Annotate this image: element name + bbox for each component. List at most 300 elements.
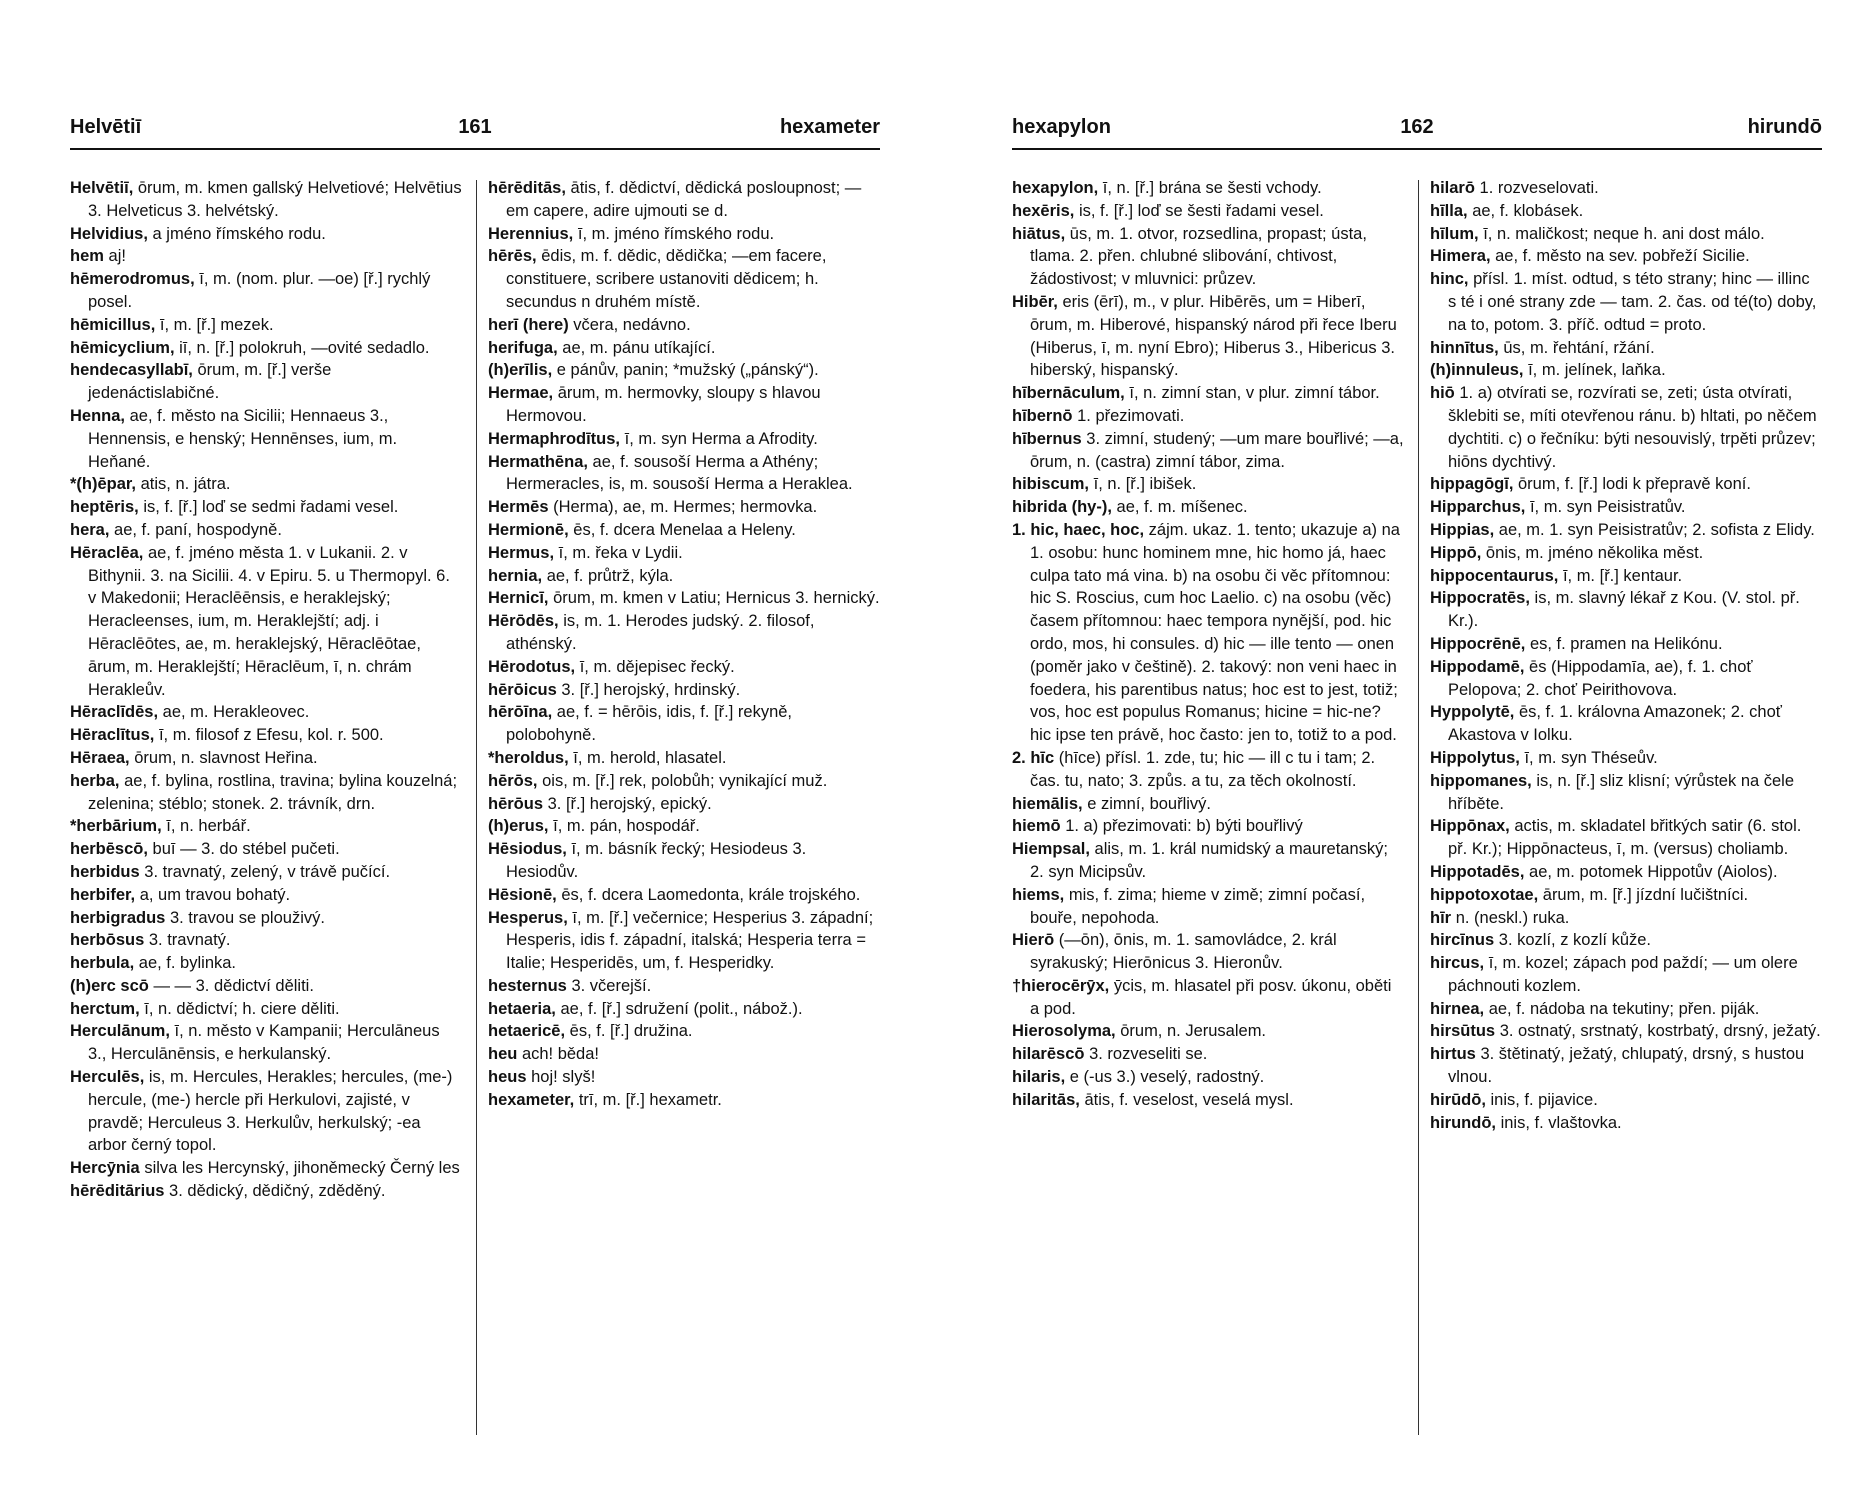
entry-headword: hircus,: [1430, 954, 1485, 973]
dictionary-entry: [488, 245, 880, 313]
dictionary-entry: [1430, 223, 1822, 246]
dictionary-entry: [1430, 587, 1822, 633]
entry-definition: ōnis, m. jméno několika měst.: [1485, 543, 1704, 562]
entry-headword: hera,: [70, 520, 110, 539]
dictionary-entry: [488, 359, 880, 382]
dictionary-entry: [1430, 861, 1822, 884]
entry-headword: Hippolytus,: [1430, 748, 1520, 767]
dictionary-entry: [70, 907, 462, 930]
entry-definition: ōrum, m. kmen v Latiu; Hernicus 3. hernický.: [553, 589, 880, 608]
dictionary-entry: [488, 542, 880, 565]
column-right: [488, 177, 880, 1112]
entry-definition: ī, m. syn Herma a Afrodity.: [624, 429, 818, 448]
dictionary-entry: [1012, 405, 1404, 428]
entry-headword: herbēscō,: [70, 840, 148, 859]
dictionary-entry: [488, 565, 880, 588]
entry-headword: heptēris,: [70, 498, 139, 517]
entry-definition: ēs, f. 1. královna Amazonek; 2. choť Akastova v Iolku.: [1448, 703, 1782, 745]
entry-definition: is, m. 1. Herodes judský. 2. filosof, athénský.: [506, 612, 815, 653]
entry-headword: herbula,: [70, 954, 135, 973]
dictionary-entry: [1430, 633, 1822, 656]
header-guideword-right: hexameter: [779, 116, 880, 138]
entry-headword: Hippō,: [1430, 543, 1482, 562]
entry-definition: ārum, m. [ř.] jízdní lučištníci.: [1542, 885, 1749, 904]
entry-headword: hinnītus,: [1430, 338, 1499, 357]
page-number: 161: [458, 116, 492, 138]
entry-definition: ī, m. filosof z Efesu, kol. r. 500.: [158, 726, 384, 745]
dictionary-entry: [1430, 519, 1822, 542]
entry-definition: ēdis, m. f. dědic, dědička; —em facere, constituere, scribere ustanoviti dědicem; h. secundus n druhém místě.: [506, 247, 827, 311]
dictionary-entry: [1430, 929, 1822, 952]
entry-headword: Hiempsal,: [1012, 840, 1090, 859]
entry-headword: hīlla,: [1430, 201, 1468, 220]
dictionary-entry: [70, 1020, 462, 1066]
dictionary-entry: [1430, 200, 1822, 223]
entry-headword: hippocentaurus,: [1430, 566, 1559, 585]
dictionary-entry: [488, 382, 880, 428]
dictionary-entry: [1012, 473, 1404, 496]
entry-definition: ae, f. sousoší Herma a Athény; Hermeracles, is, m. sousoší Herma a Heraklea.: [506, 452, 853, 494]
dictionary-entry: [70, 337, 462, 360]
entry-headword: Henna,: [70, 406, 126, 425]
entry-definition: 1. rozveselovati.: [1479, 179, 1599, 197]
entry-headword: Hippocratēs,: [1430, 589, 1530, 608]
dictionary-entry: [1430, 998, 1822, 1021]
entry-headword: Hierosolyma,: [1012, 1022, 1116, 1041]
dictionary-entry: [488, 998, 880, 1021]
entry-definition: ī, m. (nom. plur. —oe) [ř.] rychlý posel.: [88, 270, 431, 311]
entry-headword: hībernāculum,: [1012, 384, 1125, 403]
entry-headword: Hesperus,: [488, 908, 568, 927]
entry-headword: Hipparchus,: [1430, 498, 1526, 517]
dictionary-entry: [488, 223, 880, 246]
entry-definition: ī, m. jméno římského rodu.: [577, 224, 775, 243]
entry-headword: hirsūtus: [1430, 1022, 1496, 1041]
entry-definition: ae, f. bylina, rostlina, travina; bylina kouzelná; zelenina; stéblo; stonek. 2. trávník, drn.: [88, 771, 458, 813]
dictionary-entry: [1430, 359, 1822, 382]
entry-headword: Himera,: [1430, 247, 1491, 266]
dictionary-entry: [1012, 1089, 1404, 1112]
entry-definition: 3. štětinatý, ježatý, chlupatý, drsný, s hustou vlnou.: [1448, 1045, 1805, 1087]
entry-headword: hilaritās,: [1012, 1090, 1080, 1109]
entry-headword: heus: [488, 1068, 527, 1087]
entry-headword: hibiscum,: [1012, 475, 1090, 494]
entry-definition: ae, f. klobásek.: [1472, 201, 1584, 220]
dictionary-entry: [488, 747, 880, 770]
entry-headword: Hēsiodus,: [488, 840, 567, 859]
entry-definition: iī, n. [ř.] polokruh, —ovité sedadlo.: [179, 338, 430, 357]
entry-headword: Herculēs,: [70, 1068, 145, 1087]
entry-headword: hērōus: [488, 794, 544, 813]
dictionary-entry: [1430, 656, 1822, 702]
dictionary-entry: [1430, 884, 1822, 907]
dictionary-entry: [488, 1043, 880, 1066]
entry-definition: ī, n. město v Kampanii; Herculāneus 3., Herculānēnsis, e herkulanský.: [88, 1022, 440, 1064]
dictionary-entry: [488, 907, 880, 975]
entry-headword: hernia,: [488, 566, 543, 585]
entry-headword: Helvētiī,: [70, 179, 134, 197]
entry-definition: ī, m. pán, hospodář.: [553, 817, 700, 836]
entry-headword: hiō: [1430, 384, 1455, 403]
entry-definition: is, m. Hercules, Herakles; hercules, (me-) hercule, (me-) hercle při Herkulovi, zajisté, v pravdě; Herculeus 3. Herkulův, herkulský; -ea arbor černý topol.: [88, 1068, 453, 1155]
entry-definition: ōrum, n. slavnost Heřina.: [134, 748, 318, 767]
page-162: [1012, 112, 1822, 1452]
entry-definition: (—ōn), ōnis, m. 1. samovládce, 2. král syrakuský; Hierōnicus 3. Hieronův.: [1030, 931, 1337, 973]
entry-headword: Hercȳnia: [70, 1159, 140, 1178]
entry-headword: hippagōgī,: [1430, 475, 1514, 494]
entry-headword: Herculānum,: [70, 1022, 170, 1041]
entry-headword: hēmerodromus,: [70, 270, 195, 289]
entry-headword: hinc,: [1430, 270, 1469, 289]
dictionary-entry: [1430, 1043, 1822, 1089]
entry-headword: †hierocērȳx,: [1012, 976, 1110, 995]
column-divider: [476, 180, 477, 1435]
dictionary-entry: [488, 337, 880, 360]
dictionary-entry: [1012, 815, 1404, 838]
entry-headword: hilarēscō: [1012, 1045, 1085, 1064]
entry-definition: ī, m. [ř.] mezek.: [159, 315, 274, 334]
dictionary-entry: [1012, 428, 1404, 474]
entry-headword: Hermus,: [488, 543, 555, 562]
entry-definition: 3. travnatý, zelený, v trávě pučící.: [144, 862, 391, 881]
entry-definition: ī, m. syn Théseův.: [1524, 748, 1658, 767]
dictionary-entry: [70, 975, 462, 998]
dictionary-entry: [1012, 200, 1404, 223]
entry-headword: Hēraea,: [70, 748, 130, 767]
entry-definition: ēs, f. dcera Laomedonta, krále trojského.: [561, 885, 861, 904]
page-number: 162: [1400, 116, 1434, 138]
entry-definition: přísl. 1. míst. odtud, s této strany; hinc — illinc s té i oné strany zde — tam. 2. čas. od té(to) doby, na to, potom. 3. příč. odtud = proto.: [1448, 270, 1817, 334]
dictionary-entry: [1430, 473, 1822, 496]
dictionary-entry: [488, 815, 880, 838]
entry-definition: ī, m. [ř.] večernice; Hesperius 3. západní; Hesperis, idis f. západní, italská; Hesperia terra = Italie; Hesperidēs, um, f. Hesperidky.: [506, 908, 874, 973]
column-left: [1012, 177, 1404, 1112]
entry-definition: ae, f. město na sev. pobřeží Sicilie.: [1495, 247, 1750, 266]
dictionary-entry: [70, 998, 462, 1021]
entry-definition: ae, f. bylinka.: [138, 954, 237, 973]
entry-definition: ōrum, m. kmen gallský Helvetiové; Helvētius 3. Helveticus 3. helvétský.: [88, 179, 462, 220]
entry-headword: 1. hic, haec, hoc,: [1012, 520, 1145, 539]
entry-headword: hīlum,: [1430, 224, 1479, 243]
entry-headword: hirnea,: [1430, 999, 1485, 1018]
entry-definition: ātis, f. veselost, veselá mysl.: [1084, 1090, 1294, 1109]
entry-headword: hilaris,: [1012, 1068, 1066, 1087]
entry-definition: 3. zimní, studený; —um mare bouřlivé; —a, ōrum, n. (castra) zimní tábor, zima.: [1030, 429, 1404, 471]
entry-definition: a jméno římského rodu.: [152, 224, 326, 243]
entry-definition: 3. travnatý.: [148, 931, 231, 950]
entry-definition: silva les Hercynský, jihoněmecký Černý les: [144, 1159, 460, 1178]
dictionary-entry: [1430, 496, 1822, 519]
entry-definition: 3. [ř.] herojský, hrdinský.: [561, 680, 741, 699]
dictionary-entry: [70, 701, 462, 724]
entry-definition: ae, m. potomek Hippotův (Aiolos).: [1529, 862, 1778, 881]
dictionary-entry: [488, 656, 880, 679]
dictionary-entry: [70, 359, 462, 405]
dictionary-entry: [1430, 268, 1822, 336]
entry-headword: hippotoxotae,: [1430, 885, 1539, 904]
dictionary-entry: [1012, 1043, 1404, 1066]
page-161: [70, 112, 880, 1452]
entry-definition: ī, n. herbář.: [166, 817, 251, 836]
dictionary-entry: [70, 861, 462, 884]
entry-headword: 2. hīc: [1012, 748, 1055, 767]
entry-definition: ae, f. = hērōis, idis, f. [ř.] rekyně, polobohyně.: [506, 703, 793, 745]
dictionary-entry: [1430, 1089, 1822, 1112]
entry-definition: es, f. pramen na Helikónu.: [1529, 634, 1723, 653]
entry-definition: actis, m. skladatel břitkých satir (6. stol. př. Kr.); Hippōnacteus, ī, m. (versus) choliamb.: [1448, 817, 1802, 859]
dictionary-entry: [1430, 177, 1822, 200]
dictionary-entry: [1430, 542, 1822, 565]
entry-headword: herba,: [70, 771, 120, 790]
entry-headword: hībernō: [1012, 406, 1073, 425]
dictionary-entry: [1012, 884, 1404, 930]
entry-definition: ȳcis, m. hlasatel při posv. úkonu, oběti a pod.: [1030, 976, 1392, 1018]
dictionary-entry: [1430, 701, 1822, 747]
entry-headword: Hēsionē,: [488, 885, 557, 904]
entry-headword: Hermathēna,: [488, 452, 588, 471]
entry-definition: ī, m. syn Peisistratův.: [1529, 498, 1686, 517]
entry-definition: e zimní, bouřlivý.: [1087, 794, 1212, 813]
entry-definition: e pánův, panin; *mužský („pánský“).: [556, 361, 819, 380]
entry-headword: *heroldus,: [488, 748, 569, 767]
entry-definition: ī, m. dějepisec řecký.: [579, 657, 735, 676]
dictionary-entry: [70, 838, 462, 861]
entry-definition: ōrum, f. [ř.] lodi k přepravě koní.: [1518, 475, 1751, 494]
dictionary-entry: [70, 747, 462, 770]
entry-headword: hiems,: [1012, 885, 1065, 904]
entry-headword: hircīnus: [1430, 931, 1495, 950]
entry-headword: (h)innuleus,: [1430, 361, 1524, 380]
entry-headword: hesternus: [488, 976, 567, 995]
entry-definition: ī, m. řeka v Lydii.: [558, 543, 683, 562]
entry-headword: (h)erc scō: [70, 976, 149, 995]
dictionary-entry: [1430, 1112, 1822, 1135]
entry-headword: Hyppolytē,: [1430, 703, 1515, 722]
entry-headword: hendecasyllabī,: [70, 361, 193, 380]
entry-definition: eris (ērī), m., v plur. Hibērēs, um = Hiberī, ōrum, m. Hiberové, hispanský národ při řece Iberu (Hiberus, ī, m. nyní Ebro); Hiberus 3., Hibericus 3. hiberský, hispanský.: [1030, 292, 1397, 380]
entry-definition: ī, m. jelínek, laňka.: [1528, 361, 1666, 380]
entry-definition: ach! běda!: [521, 1045, 599, 1064]
dictionary-entry: [1430, 815, 1822, 861]
entry-headword: hērōs,: [488, 771, 538, 790]
entry-definition: 3. včerejší.: [571, 976, 652, 995]
entry-headword: herbigradus: [70, 908, 166, 927]
entry-headword: Hērodotus,: [488, 657, 576, 676]
dictionary-entry: [488, 679, 880, 702]
entry-definition: ae, m. pánu utíkající.: [562, 338, 716, 357]
entry-headword: hērōicus: [488, 680, 557, 699]
entry-definition: ī, n. [ř.] ibišek.: [1093, 475, 1197, 494]
entry-definition: 3. rozveseliti se.: [1089, 1045, 1208, 1064]
entry-definition: ī, n. [ř.] brána se šesti vchody.: [1102, 179, 1322, 197]
entry-headword: hirūdō,: [1430, 1090, 1486, 1109]
dictionary-entry: [488, 770, 880, 793]
entry-definition: 1. a) přezimovati: b) býti bouřlivý: [1065, 817, 1303, 836]
dictionary-entry: [488, 451, 880, 497]
entry-definition: ī, n. zimní stan, v plur. zimní tábor.: [1129, 384, 1380, 403]
dictionary-entry: [1012, 975, 1404, 1021]
entry-headword: hippomanes,: [1430, 771, 1532, 790]
entry-headword: hexameter,: [488, 1090, 575, 1109]
entry-headword: herctum,: [70, 999, 140, 1018]
dictionary-entry: [70, 314, 462, 337]
entry-definition: ae, f. nádoba na tekutiny; přen. piják.: [1488, 999, 1760, 1018]
entry-definition: alis, m. 1. král numidský a mauretanský; 2. syn Micipsův.: [1030, 840, 1388, 881]
entry-headword: hērōīna,: [488, 703, 553, 722]
entry-headword: hetaeria,: [488, 999, 556, 1018]
entry-headword: hērēditās,: [488, 179, 566, 197]
entry-definition: ae, f. [ř.] sdružení (polit., nábož.).: [560, 999, 803, 1018]
entry-headword: hibrida (hy-),: [1012, 498, 1112, 517]
entry-definition: 3. kozlí, z kozlí kůže.: [1498, 931, 1652, 950]
dictionary-entry: [1012, 1066, 1404, 1089]
entry-headword: *(h)ēpar,: [70, 475, 137, 494]
entry-definition: is, m. slavný lékař z Kou. (V. stol. př. Kr.).: [1448, 589, 1800, 631]
entry-definition: ī, n. dědictví; h. ciere děliti.: [144, 999, 340, 1018]
dictionary-entry: [1012, 223, 1404, 291]
dictionary-entry: [1430, 245, 1822, 268]
header-rule: [1012, 148, 1822, 150]
entry-headword: hem: [70, 247, 104, 266]
entry-definition: ōrum, m. [ř.] verše jedenáctislabičné.: [88, 361, 332, 403]
header-rule: [70, 148, 880, 150]
entry-headword: hīr: [1430, 908, 1452, 927]
dictionary-entry: [70, 177, 462, 223]
entry-headword: hirtus: [1430, 1045, 1476, 1064]
dictionary-entry: [70, 245, 462, 268]
dictionary-entry: [70, 496, 462, 519]
entry-headword: Hibēr,: [1012, 292, 1058, 311]
entry-headword: hiemālis,: [1012, 794, 1083, 813]
header-guideword-right: hirundō: [1747, 116, 1822, 138]
entry-headword: Hernicī,: [488, 589, 549, 608]
dictionary-entry: [1430, 382, 1822, 473]
dictionary-entry: [1012, 747, 1404, 793]
entry-definition: 1. přezimovati.: [1077, 406, 1185, 425]
entry-headword: Hēraclītus,: [70, 726, 155, 745]
dictionary-entry: [70, 770, 462, 816]
entry-definition: 3. ostnatý, srstnatý, kostrbatý, drsný, ježatý.: [1499, 1022, 1821, 1041]
dictionary-entry: [488, 1020, 880, 1043]
entry-headword: (h)erīlis,: [488, 361, 553, 380]
entry-headword: hirundō,: [1430, 1113, 1496, 1132]
entry-definition: ēs (Hippodamīa, ae), f. 1. choť Pelopova; 2. choť Peirithovova.: [1448, 657, 1753, 699]
entry-definition: ūs, m. 1. otvor, rozsedlina, propast; ústa, tlama. 2. přen. chlubné slibování, chtivost, žádostivost; v mluvnici: průzev.: [1030, 224, 1367, 289]
entry-definition: is, f. [ř.] loď se šesti řadami vesel.: [1078, 201, 1324, 220]
entry-headword: hiātus,: [1012, 224, 1066, 243]
entry-definition: ī, m. básník řecký; Hesiodeus 3. Hesiodův.: [506, 840, 807, 881]
entry-definition: ī, m. [ř.] kentaur.: [1562, 566, 1683, 585]
dictionary-entry: [70, 542, 462, 702]
entry-headword: hiemō: [1012, 817, 1061, 836]
entry-definition: 3. travou se plouživý.: [169, 908, 325, 927]
entry-definition: ae, m. Herakleovec.: [162, 703, 310, 722]
dictionary-entry: [1012, 382, 1404, 405]
dictionary-entry: [70, 223, 462, 246]
entry-headword: Hierō: [1012, 931, 1055, 950]
entry-headword: hērēditārius: [70, 1182, 165, 1201]
dictionary-entry: [488, 519, 880, 542]
entry-definition: ae, f. průtrž, kýla.: [546, 566, 674, 585]
column-right: [1430, 177, 1822, 1134]
entry-definition: e (-us 3.) veselý, radostný.: [1069, 1068, 1265, 1087]
entry-definition: ae, f. město na Sicilii; Hennaeus 3., Hennensis, e henský; Hennēnses, ium, m. Heňané.: [88, 406, 398, 471]
dictionary-entry: [1430, 907, 1822, 930]
entry-definition: inis, f. vlaštovka.: [1500, 1113, 1622, 1132]
page-header: [70, 112, 880, 148]
entry-definition: ae, f. paní, hospodyně.: [114, 520, 282, 539]
entry-headword: *herbārium,: [70, 817, 162, 836]
entry-headword: herbifer,: [70, 885, 136, 904]
entry-definition: ōrum, n. Jerusalem.: [1120, 1022, 1267, 1041]
entry-headword: Herennius,: [488, 224, 574, 243]
entry-headword: Hippodamē,: [1430, 657, 1525, 676]
dictionary-entry: [488, 587, 880, 610]
dictionary-entry: [70, 884, 462, 907]
dictionary-entry: [1012, 496, 1404, 519]
dictionary-entry: [70, 815, 462, 838]
dictionary-entry: [488, 1066, 880, 1089]
dictionary-entry: [488, 793, 880, 816]
entry-definition: ēs, f. dcera Menelaa a Heleny.: [573, 520, 796, 539]
column-divider: [1418, 180, 1419, 1435]
entry-headword: Hermaphrodītus,: [488, 429, 621, 448]
entry-definition: ūs, m. řehtání, ržání.: [1503, 338, 1655, 357]
dictionary-entry: [488, 314, 880, 337]
dictionary-entry: [488, 838, 880, 884]
entry-definition: buī — 3. do stébel pučeti.: [152, 840, 340, 859]
dictionary-entry: [488, 177, 880, 223]
entry-headword: hērēs,: [488, 247, 537, 266]
entry-definition: — — 3. dědictví děliti.: [153, 976, 314, 995]
dictionary-entry: [488, 701, 880, 747]
entry-headword: Hēraclīdēs,: [70, 703, 159, 722]
entry-definition: ī, m. herold, hlasatel.: [573, 748, 727, 767]
dictionary-entry: [488, 428, 880, 451]
dictionary-entry: [1012, 291, 1404, 382]
entry-headword: herī (here): [488, 315, 569, 334]
dictionary-entry: [70, 724, 462, 747]
column-left: [70, 177, 462, 1203]
entry-headword: Hermionē,: [488, 520, 569, 539]
header-guideword-left: Helvētiī: [70, 116, 142, 138]
entry-headword: hilarō: [1430, 179, 1475, 197]
entry-definition: ae, f. jméno města 1. v Lukanii. 2. v Bithynii. 3. na Sicilii. 4. v Epiru. 5. u Thermopyl. 6. v Makedonii; Heraclēēnsis, e heraklejský; Heracleenses, ium, m. Heraklejští; adj. i Hēraclēōtes, ae, m. heraklejský, Hēraclēōtae, ārum, m. Heraklejští; Hēraclēum, ī, n. chrám Herakleův.: [88, 543, 450, 699]
entry-headword: herbidus: [70, 862, 140, 881]
entry-definition: atis, n. játra.: [140, 475, 231, 494]
dictionary-entry: [1012, 519, 1404, 747]
dictionary-entry: [488, 610, 880, 656]
entry-definition: ēs, f. [ř.] družina.: [569, 1022, 693, 1041]
entry-definition: is, f. [ř.] loď se sedmi řadami vesel.: [143, 498, 399, 517]
entry-definition: ī, m. kozel; zápach pod paždí; — um olere páchnouti kozlem.: [1448, 954, 1798, 995]
entry-headword: Hēraclēa,: [70, 543, 144, 562]
entry-headword: hībernus: [1012, 429, 1082, 448]
entry-headword: Hippōnax,: [1430, 817, 1510, 836]
dictionary-entry: [1012, 838, 1404, 884]
dictionary-entry: [70, 519, 462, 542]
entry-headword: Hippias,: [1430, 520, 1495, 539]
entry-headword: hetaericē,: [488, 1022, 566, 1041]
entry-definition: ī, n. maličkost; neque h. ani dost málo.: [1483, 224, 1765, 243]
dictionary-entry: [70, 405, 462, 473]
entry-definition: 1. a) otvírati se, rozvírati se, zeti; ústa otvírati, šklebiti se, míti otevřenou ránu. b) hltati, po něčem dychtiti. c) o řečníku: býti nesouvislý, trpěti průzev; hiōns dychtivý.: [1448, 384, 1817, 471]
dictionary-entry: [70, 1180, 462, 1203]
dictionary-entry: [488, 1089, 880, 1112]
entry-definition: ois, m. [ř.] rek, polobůh; vynikající muž.: [542, 771, 828, 790]
dictionary-entry: [488, 496, 880, 519]
dictionary-entry: [70, 268, 462, 314]
